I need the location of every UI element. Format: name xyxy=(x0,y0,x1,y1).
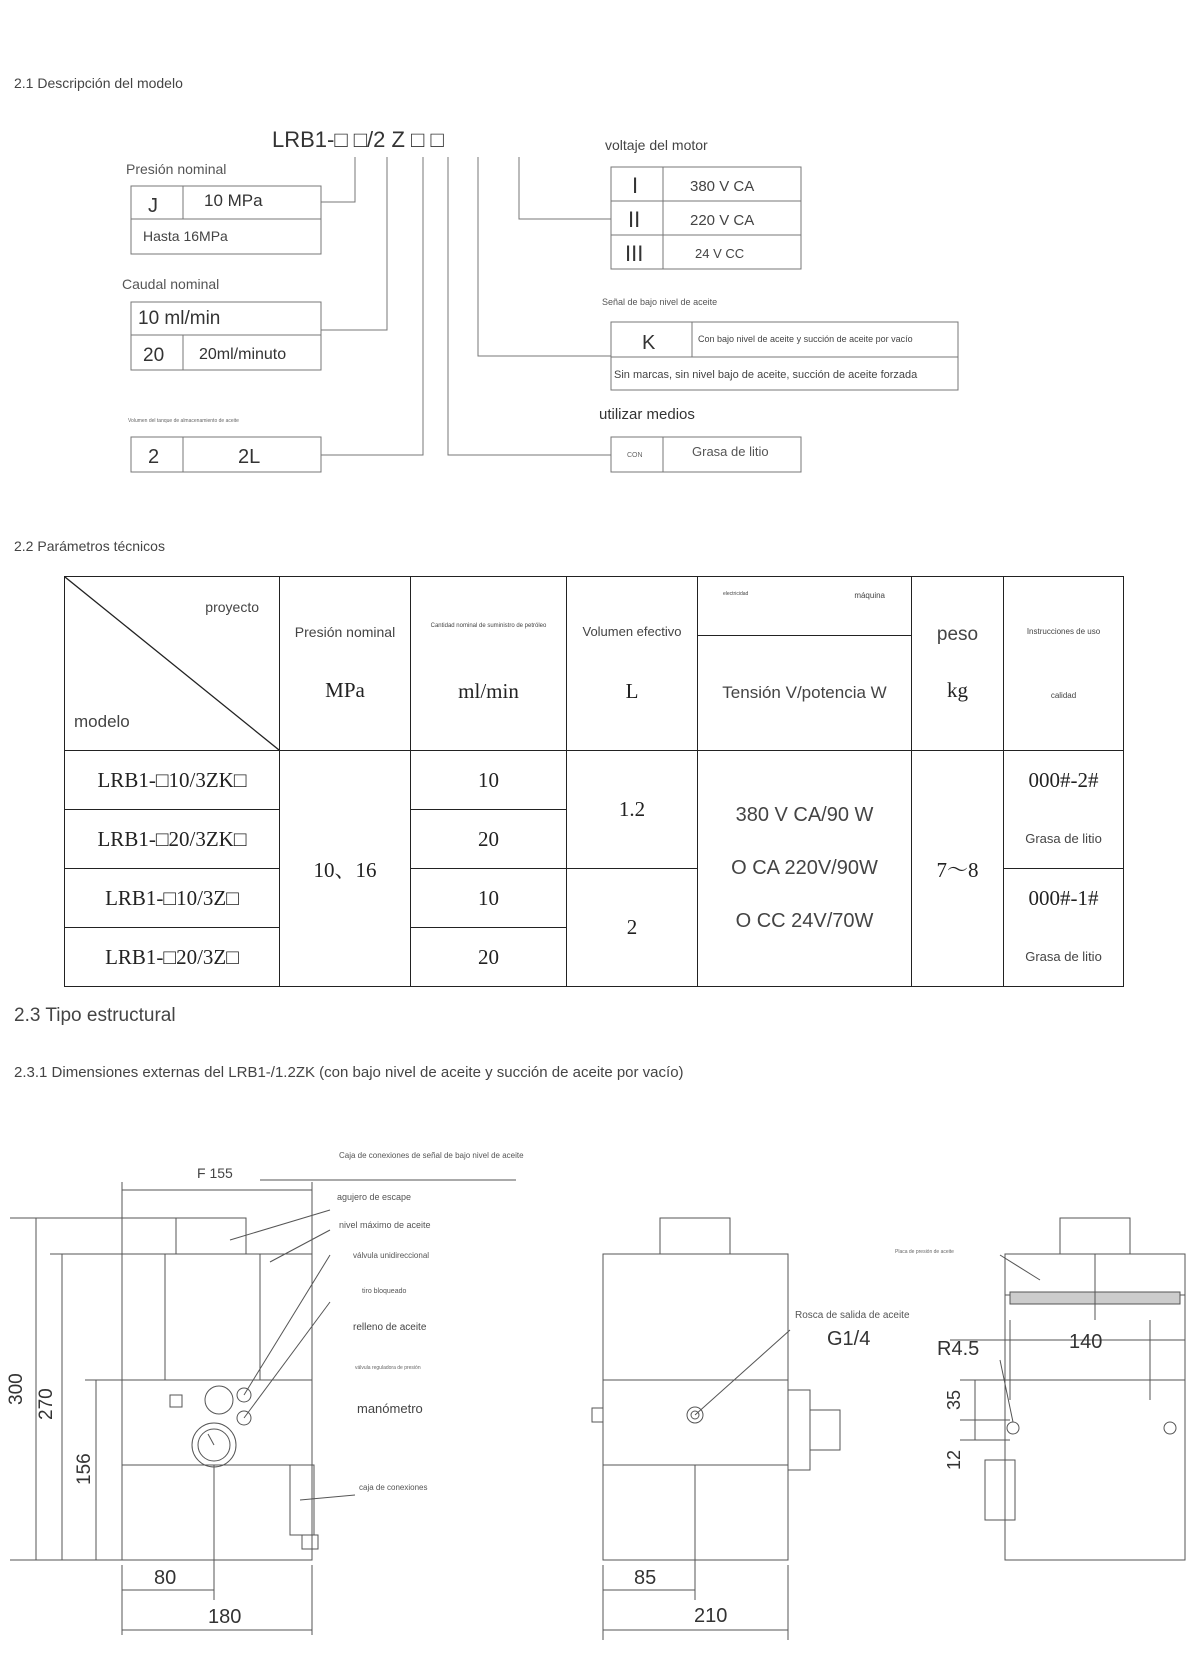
dim-300: 300 xyxy=(6,1373,27,1405)
pressure-code: J xyxy=(148,195,158,217)
model-cell-4: LRB1-□20/3Z□ xyxy=(105,944,239,969)
callout-oil-fill: relleno de aceite xyxy=(353,1322,427,1333)
header-machine: máquina xyxy=(854,591,885,600)
signal-group-title: Señal de bajo nivel de aceite xyxy=(602,297,718,307)
supply-cell-2 xyxy=(411,810,567,869)
model-cell-3: LRB1-□10/3Z□ xyxy=(105,885,239,910)
grease-cell-4 xyxy=(1004,928,1124,987)
header-supply xyxy=(411,577,567,751)
motor-line-1: 380 V CA/90 W xyxy=(735,804,874,826)
signal-code: K xyxy=(642,332,656,354)
header-usage xyxy=(1004,577,1124,751)
header-supply-label: Cantidad nominal de suministro de petróleo xyxy=(430,623,547,629)
dim-270: 270 xyxy=(36,1388,57,1420)
header-weight-label: peso xyxy=(936,624,979,645)
callout-pressure-plate: Placa de presión de aceite xyxy=(895,1249,954,1255)
supply-value-4: 20 xyxy=(478,944,499,969)
motor-cell xyxy=(698,751,912,987)
pressure-note: Hasta 16MPa xyxy=(143,228,228,244)
medium-code: CON xyxy=(627,452,643,459)
weight-cell xyxy=(912,751,1004,987)
tank-group-title: Volumen del tanque de almacenamiento de aceite xyxy=(128,418,239,424)
volume-cell-2 xyxy=(567,869,698,987)
volume-value-2: 2 xyxy=(626,915,638,939)
grease-value-4: Grasa de litio xyxy=(1025,948,1102,964)
volume-value-1: 1.2 xyxy=(618,797,646,821)
header-diagonal-cell xyxy=(65,577,280,751)
table-row-model-1 xyxy=(65,751,280,810)
header-pressure-unit: MPa xyxy=(325,678,365,702)
supply-cell-3 xyxy=(411,869,567,928)
header-volume-unit: L xyxy=(625,678,639,703)
dim-f155: F 155 xyxy=(197,1165,233,1181)
supply-value-1: 10 xyxy=(478,767,499,792)
grease-value-3: 000#-1# xyxy=(1028,885,1099,910)
header-pressure xyxy=(280,577,411,751)
voltage-value-3: 24 V CC xyxy=(695,246,745,261)
header-supply-unit: ml/min xyxy=(458,679,519,703)
supply-cell-4 xyxy=(411,928,567,987)
model-code-diagram xyxy=(0,110,1000,490)
callout-pressure-valve: válvula reguladora de presión xyxy=(355,1365,421,1371)
grease-value-1: 000#-2# xyxy=(1028,767,1099,792)
voltage-group-title: voltaje del motor xyxy=(605,137,708,153)
callout-oil-outlet: Rosca de salida de aceite xyxy=(795,1310,910,1321)
table-row-model-2 xyxy=(65,810,280,869)
dim-35: 35 xyxy=(944,1389,964,1410)
dim-210: 210 xyxy=(694,1605,728,1627)
flow-code2: 20 xyxy=(143,345,165,366)
section-title-2-1: 2.1 Descripción del modelo xyxy=(14,75,183,91)
dimension-drawing xyxy=(0,1140,1191,1677)
callout-junction-box: caja de conexiones xyxy=(359,1483,428,1492)
motor-line-3: O CC 24V/70W xyxy=(735,910,874,932)
model-cell-2: LRB1-□20/3ZK□ xyxy=(97,826,247,851)
dim-12: 12 xyxy=(944,1449,964,1470)
grease-value-2: Grasa de litio xyxy=(1025,830,1102,846)
tank-code: 2 xyxy=(148,446,160,468)
technical-parameters-table xyxy=(64,576,1124,987)
pressure-value: 10 MPa xyxy=(204,191,263,210)
header-project: proyecto xyxy=(205,599,259,615)
dim-r45: R4.5 xyxy=(937,1338,980,1360)
header-volume xyxy=(567,577,698,751)
grease-cell-3 xyxy=(1004,869,1124,928)
header-volume-label: Volumen efectivo xyxy=(582,623,682,639)
header-model: modelo xyxy=(74,712,130,731)
voltage-code-1: I xyxy=(632,173,639,198)
header-motor-label: Tensión V/potencia W xyxy=(722,683,887,702)
tank-value: 2L xyxy=(238,446,261,468)
model-code: LRB1-□ □/2 Z □ □ xyxy=(272,127,444,152)
medium-group-title: utilizar medios xyxy=(599,406,695,423)
dim-85: 85 xyxy=(634,1567,657,1589)
header-elec: electricidad xyxy=(723,591,749,597)
dim-140: 140 xyxy=(1069,1331,1103,1353)
grease-cell-2 xyxy=(1004,810,1124,869)
header-quality-label: calidad xyxy=(1050,691,1077,700)
header-motor xyxy=(698,636,912,751)
section-title-2-3-1: 2.3.1 Dimensiones externas del LRB1-/1.2ZK (con bajo nivel de aceite y succión de aceite por vacío) xyxy=(14,1064,684,1081)
table-row-model-4 xyxy=(65,928,280,987)
signal-note: Sin marcas, sin nivel bajo de aceite, succión de aceite forzada xyxy=(614,369,918,381)
dim-156: 156 xyxy=(74,1453,95,1485)
header-weight xyxy=(912,577,1004,751)
signal-value: Con bajo nivel de aceite y succión de aceite por vacío xyxy=(698,334,913,344)
callout-signal-box: Caja de conexiones de señal de bajo nivel de aceite xyxy=(339,1151,524,1160)
section-title-2-3: 2.3 Tipo estructural xyxy=(14,1005,176,1026)
callout-plug: tiro bloqueado xyxy=(362,1288,407,1295)
supply-value-2: 20 xyxy=(478,826,499,851)
header-usage-label: Instrucciones de uso xyxy=(1026,627,1101,636)
pressure-value: 10、16 xyxy=(313,857,377,882)
flow-value2: 20ml/minuto xyxy=(199,346,287,363)
supply-value-3: 10 xyxy=(478,885,499,910)
dim-g14: G1/4 xyxy=(827,1328,871,1350)
model-cell-1: LRB1-□10/3ZK□ xyxy=(97,767,247,792)
medium-value: Grasa de litio xyxy=(692,444,769,459)
voltage-code-2: II xyxy=(628,207,641,232)
weight-value: 7～8 xyxy=(936,857,979,882)
voltage-code-3: III xyxy=(625,241,644,266)
callout-gauge: manómetro xyxy=(357,1401,423,1416)
voltage-value-2: 220 V CA xyxy=(690,212,755,229)
callout-max-level: nivel máximo de aceite xyxy=(339,1220,431,1230)
callout-exhaust: agujero de escape xyxy=(337,1192,412,1202)
table-row-model-3 xyxy=(65,869,280,928)
dim-180: 180 xyxy=(208,1606,242,1628)
volume-cell-1 xyxy=(567,751,698,869)
header-pressure-label: Presión nominal xyxy=(294,624,396,640)
callout-check-valve: válvula unidireccional xyxy=(353,1251,430,1260)
grease-cell-1 xyxy=(1004,751,1124,810)
motor-line-2: O CA 220V/90W xyxy=(731,857,878,879)
pressure-cell xyxy=(280,751,411,987)
pressure-group-title: Presión nominal xyxy=(126,161,227,177)
flow-group-title: Caudal nominal xyxy=(122,276,220,292)
flow-value: 10 ml/min xyxy=(138,308,221,329)
dim-80: 80 xyxy=(154,1567,177,1589)
header-weight-unit: kg xyxy=(947,678,968,702)
header-elec-machine xyxy=(698,577,912,636)
voltage-value-1: 380 V CA xyxy=(690,178,755,195)
supply-cell-1 xyxy=(411,751,567,810)
section-title-2-2: 2.2 Parámetros técnicos xyxy=(14,538,165,554)
